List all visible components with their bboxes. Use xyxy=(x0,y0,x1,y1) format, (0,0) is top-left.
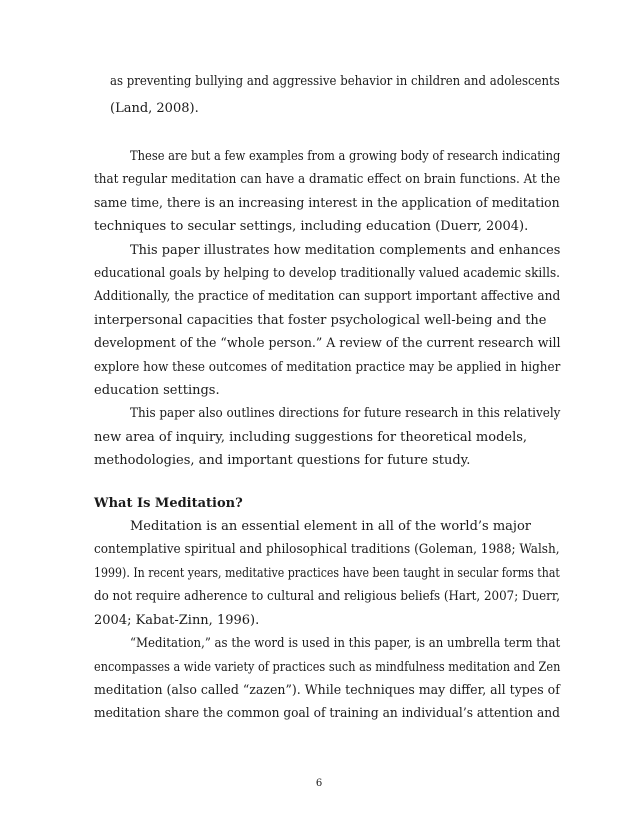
paragraph-line: meditation share the common goal of training an individual’s attention and xyxy=(94,706,560,721)
lead-line: as preventing bullying and aggressive behavior in children and adolescents xyxy=(110,74,560,89)
paragraph-line: These are but a few examples from a growing body of research indicating xyxy=(130,149,561,164)
section-heading: What Is Meditation? xyxy=(94,496,243,511)
paragraph-line: explore how these outcomes of meditation practice may be applied in higher xyxy=(94,360,561,375)
paragraph-line: encompasses a wide variety of practices such as mindfulness meditation and Zen xyxy=(94,660,561,675)
paragraph-line: educational goals by helping to develop traditionally valued academic skills. xyxy=(94,266,560,281)
paragraph-line: 1999). In recent years, meditative practices have been taught in secular forms that xyxy=(94,566,560,581)
paragraph-line: Meditation is an essential element in all of the world’s major xyxy=(130,519,531,534)
paragraph-line: This paper also outlines directions for future research in this relatively xyxy=(130,406,561,421)
paragraph-line: contemplative spiritual and philosophical traditions (Goleman, 1988; Walsh, xyxy=(94,542,560,557)
paragraph-line: do not require adherence to cultural and religious beliefs (Hart, 2007; Duerr, xyxy=(94,589,561,604)
paragraph-line: Additionally, the practice of meditation can support important affective and xyxy=(94,289,561,304)
paragraph-line: “Meditation,” as the word is used in this paper, is an umbrella term that xyxy=(130,636,561,651)
paragraph-line: methodologies, and important questions for future study. xyxy=(94,453,471,468)
paragraph-line: meditation (also called “zazen”). While techniques may differ, all types of xyxy=(94,683,560,698)
paragraph-line: that regular meditation can have a dramatic effect on brain functions. At the xyxy=(94,172,561,187)
paragraph-line: techniques to secular settings, including education (Duerr, 2004). xyxy=(94,219,529,234)
lead-line: (Land, 2008). xyxy=(110,101,199,116)
paragraph-line: This paper illustrates how meditation complements and enhances xyxy=(130,243,561,258)
paragraph-line: interpersonal capacities that foster psychological well-being and the xyxy=(94,313,547,328)
paragraph-line: same time, there is an increasing interest in the application of meditation xyxy=(94,196,560,211)
paragraph-line: education settings. xyxy=(94,383,220,398)
paragraph-line: 2004; Kabat-Zinn, 1996). xyxy=(94,613,260,628)
page-number: 6 xyxy=(315,778,323,789)
paragraph-line: new area of inquiry, including suggestions for theoretical models, xyxy=(94,430,528,445)
paragraph-line: development of the “whole person.” A review of the current research will xyxy=(94,336,561,351)
